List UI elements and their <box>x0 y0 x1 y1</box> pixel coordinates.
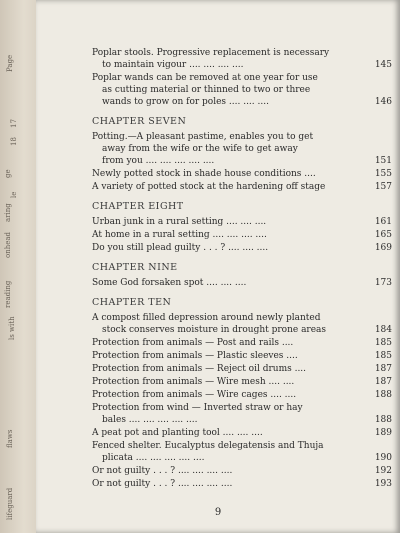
bleed-text-4: ge <box>4 169 12 178</box>
toc-entry <box>92 465 392 477</box>
toc-entry <box>92 72 392 108</box>
toc-entry <box>92 350 392 362</box>
bleed-text-3: 18 <box>10 137 18 146</box>
entry-text: wands to grow on for poles .... .... .... <box>102 97 269 107</box>
entry-page-number: 184 <box>374 325 392 335</box>
toc-entry <box>92 131 392 167</box>
toc-entry <box>92 337 392 349</box>
toc-entry <box>92 229 392 241</box>
entry-text: A variety of potted stock at the hardening off stage <box>92 182 326 192</box>
toc-entry <box>92 47 392 71</box>
toc-entry <box>92 427 392 439</box>
entry-page-number: 145 <box>374 60 392 70</box>
entry-page-number: 187 <box>374 364 392 374</box>
toc-entry <box>92 376 392 388</box>
entry-page-number: 189 <box>374 428 392 438</box>
entry-text: Or not guilty . . . ? .... .... .... .... <box>92 466 233 476</box>
entry-text: stock conserves moisture in drought prone areas <box>102 325 327 335</box>
entry-text: Protection from animals — Plastic sleeves .... <box>92 351 298 361</box>
entry-text: Potting.—A pleasant pastime, enables you to get <box>92 132 314 142</box>
entry-page-number: 190 <box>374 453 392 463</box>
entry-text: A compost filled depression around newly planted <box>92 313 321 323</box>
bleed-text-7: onhead <box>4 231 12 258</box>
entry-text: Or not guilty . . . ? .... .... .... .... <box>92 479 233 489</box>
entry-text: Protection from animals — Reject oil drums .... <box>92 364 307 374</box>
entry-page-number: 192 <box>374 466 392 476</box>
entry-page-number: 185 <box>374 351 392 361</box>
bleed-text-1: Page <box>6 54 14 72</box>
toc-entry <box>92 168 392 180</box>
bleed-text-10: flaws <box>6 429 14 448</box>
toc-entry <box>92 402 392 426</box>
entry-page-number: 165 <box>374 230 392 240</box>
entry-text: Urban junk in a rural setting .... .... .... <box>92 217 267 227</box>
toc-entry <box>92 440 392 464</box>
entry-text: from you .... .... .... .... .... <box>102 156 215 166</box>
entry-text: Protection from animals — Wire mesh .... .... <box>92 377 295 387</box>
entry-page-number: 169 <box>374 243 392 253</box>
table-of-contents <box>92 47 392 491</box>
entry-page-number: 146 <box>374 97 392 107</box>
toc-entry <box>92 181 392 193</box>
entry-text: away from the wife or the wife to get away <box>102 144 298 154</box>
entry-text: Newly potted stock in shade house conditions .... <box>92 169 316 179</box>
entry-text: as cutting material or thinned to two or three <box>102 85 311 95</box>
entry-page-number: 188 <box>374 390 392 400</box>
entry-page-number: 173 <box>374 278 392 288</box>
page-number: 9 <box>214 507 222 518</box>
entry-page-number: 155 <box>374 169 392 179</box>
entry-text: Protection from animals — Wire cages .... .... <box>92 390 297 400</box>
toc-entry <box>92 389 392 401</box>
entry-page-number: 188 <box>374 415 392 425</box>
entry-page-number: 185 <box>374 338 392 348</box>
bleed-text-9: ls with <box>8 316 16 340</box>
toc-entry <box>92 312 392 336</box>
entry-text: to maintain vigour .... .... .... .... <box>102 60 244 70</box>
entry-text: Poplar stools. Progressive replacement is necessary <box>92 48 330 58</box>
entry-text: Poplar wands can be removed at one year for use <box>92 73 318 83</box>
bleed-text-5: le <box>10 191 18 198</box>
entry-text: A peat pot and planting tool .... .... .... <box>92 428 263 438</box>
entry-text: Fenced shelter. Eucalyptus delegatensis and Thuja <box>92 441 324 451</box>
toc-entry <box>92 277 392 289</box>
toc-entry <box>92 363 392 375</box>
toc-entry <box>92 216 392 228</box>
bleed-text-2: 17 <box>10 119 18 128</box>
toc-entry <box>92 478 392 490</box>
facing-page-edge <box>0 0 40 533</box>
book-page <box>36 0 400 533</box>
entry-page-number: 157 <box>374 182 392 192</box>
entry-text: Some God forsaken spot .... .... .... <box>92 278 247 288</box>
bleed-text-6: aring <box>4 203 12 222</box>
entry-page-number: 193 <box>374 479 392 489</box>
entry-page-number: 151 <box>374 156 392 166</box>
entry-text: Do you still plead guilty . . . ? .... .... .... <box>92 243 269 253</box>
toc-entry <box>92 242 392 254</box>
bleed-text-11: lifeguard <box>6 487 14 520</box>
entry-page-number: 161 <box>374 217 392 227</box>
entry-text: At home in a rural setting .... .... .... .... <box>92 230 267 240</box>
entry-text: Protection from animals — Post and rails .... <box>92 338 294 348</box>
entry-text: Protection from wind — Inverted straw or hay <box>92 403 303 413</box>
chapter-heading: CHAPTER TEN <box>92 297 172 308</box>
chapter-heading: CHAPTER EIGHT <box>92 201 184 212</box>
entry-text: plicata .... .... .... .... .... <box>102 453 205 463</box>
chapter-heading: CHAPTER NINE <box>92 262 178 273</box>
entry-text: bales .... .... .... .... .... <box>102 415 198 425</box>
bleed-text-8: reading <box>4 280 12 308</box>
entry-page-number: 187 <box>374 377 392 387</box>
chapter-heading: CHAPTER SEVEN <box>92 116 187 127</box>
